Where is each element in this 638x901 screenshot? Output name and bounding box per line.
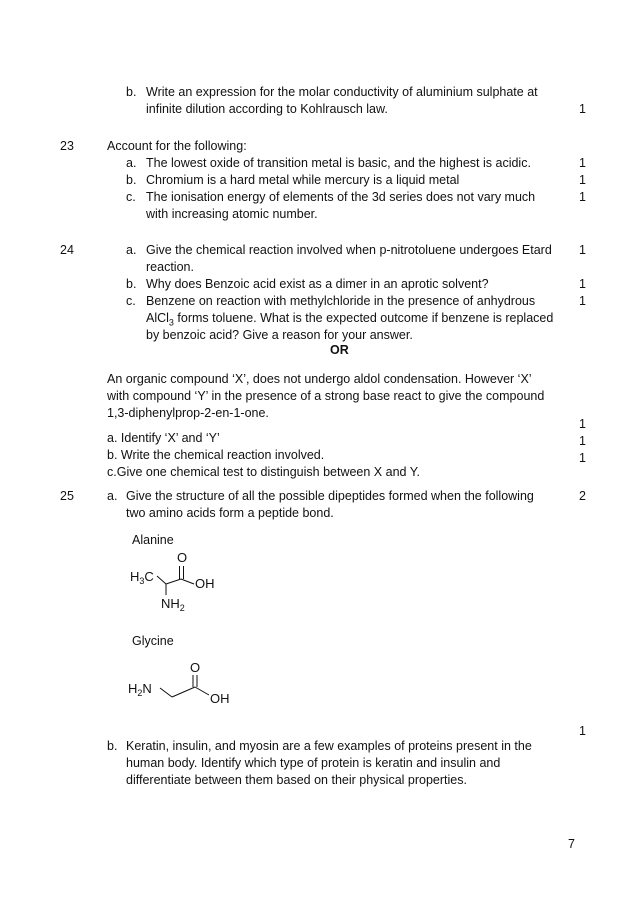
page-number: 7 — [568, 837, 575, 851]
q23-intro: Account for the following: — [107, 139, 247, 153]
q23-number: 23 — [60, 139, 74, 153]
or-label: OR — [330, 343, 349, 357]
alanine-structure — [120, 546, 230, 618]
glycine-oh: OH — [210, 691, 230, 706]
q25b-label: b. — [107, 739, 118, 753]
glycine-structure — [120, 655, 240, 713]
q25b-line1: Keratin, insulin, and myosin are a few examples of proteins present in the — [126, 739, 532, 753]
q23c-line1: The ionisation energy of elements of the 3d series does not vary much — [146, 190, 536, 204]
q23a-mark: 1 — [579, 156, 586, 170]
q23b-text: Chromium is a hard metal while mercury is a liquid metal — [146, 173, 460, 187]
glycine-h2n: $H_2N$ — [128, 681, 152, 698]
q25b-mark: 1 — [579, 724, 586, 738]
q25a-label: a. — [107, 489, 118, 503]
q22b-mark: 1 — [579, 102, 586, 116]
q24-alt-line1: An organic compound ‘X’, does not undergo aldol condensation. However ‘X’ — [107, 372, 532, 386]
q24-alt-line2: with compound ‘Y’ in the presence of a strong base react to give the compound — [107, 389, 545, 403]
q25b-line2: human body. Identify which type of protein is keratin and insulin and — [126, 756, 501, 770]
q24a-line2: reaction. — [146, 260, 194, 274]
q24-alt-mark-c: 1 — [579, 451, 586, 465]
q23c-mark: 1 — [579, 190, 586, 204]
q24c-line2: AlCl$_3$ forms toluene. What is the expected outcome if benzene is replaced — [146, 311, 554, 328]
alanine-nh2: $NH_2$ — [161, 596, 185, 613]
q24b-label: b. — [126, 277, 137, 291]
q25-number: 25 — [60, 489, 74, 503]
q23c-line2: with increasing atomic number. — [146, 207, 318, 221]
q24-alt-mark-a: 1 — [579, 417, 586, 431]
q23b-label: b. — [126, 173, 137, 187]
q24a-label: a. — [126, 243, 137, 257]
q25a-mark: 2 — [579, 489, 586, 503]
q24b-mark: 1 — [579, 277, 586, 291]
q23b-mark: 1 — [579, 173, 586, 187]
alanine-label: Alanine — [132, 533, 174, 547]
q23c-label: c. — [126, 190, 136, 204]
q24c-line1: Benzene on reaction with methylchloride in the presence of anhydrous — [146, 294, 536, 308]
q23a-label: a. — [126, 156, 137, 170]
q24-alt-line3: 1,3-diphenylprop-2-en-1-one. — [107, 406, 269, 420]
q24c-mark: 1 — [579, 294, 586, 308]
q22b-label: b. — [126, 85, 137, 99]
glycine-o: O — [190, 660, 201, 675]
q24c-line3: by benzoic acid? Give a reason for your answer. — [146, 328, 413, 342]
q22b-line1: Write an expression for the molar conductivity of aluminium sulphate at — [146, 85, 538, 99]
alanine-oh: OH — [195, 576, 215, 591]
q24-alt-part-a: a. Identify ‘X’ and ‘Y’ — [107, 431, 220, 445]
q24-alt-part-c: c.Give one chemical test to distinguish between X and Y. — [107, 465, 420, 479]
q24-alt-part-b: b. Write the chemical reaction involved. — [107, 448, 325, 462]
q25b-line3: differentiate between them based on their physical properties. — [126, 773, 467, 787]
alanine-o: O — [177, 550, 188, 565]
q24c-label: c. — [126, 294, 136, 308]
q24a-mark: 1 — [579, 243, 586, 257]
q23a-text: The lowest oxide of transition metal is basic, and the highest is acidic. — [146, 156, 531, 170]
q24b-text: Why does Benzoic acid exist as a dimer in an aprotic solvent? — [146, 277, 489, 291]
glycine-label: Glycine — [132, 634, 174, 648]
q24a-line1: Give the chemical reaction involved when p-nitrotoluene undergoes Etard — [146, 243, 552, 257]
q24-number: 24 — [60, 243, 74, 257]
q22b-line2: infinite dilution according to Kohlrausch law. — [146, 102, 388, 116]
q24-alt-mark-b: 1 — [579, 434, 586, 448]
q25a-line2: two amino acids form a peptide bond. — [126, 506, 334, 520]
q25a-line1: Give the structure of all the possible dipeptides formed when the following — [126, 489, 534, 503]
alanine-h3c: $H_3C$ — [130, 569, 154, 586]
